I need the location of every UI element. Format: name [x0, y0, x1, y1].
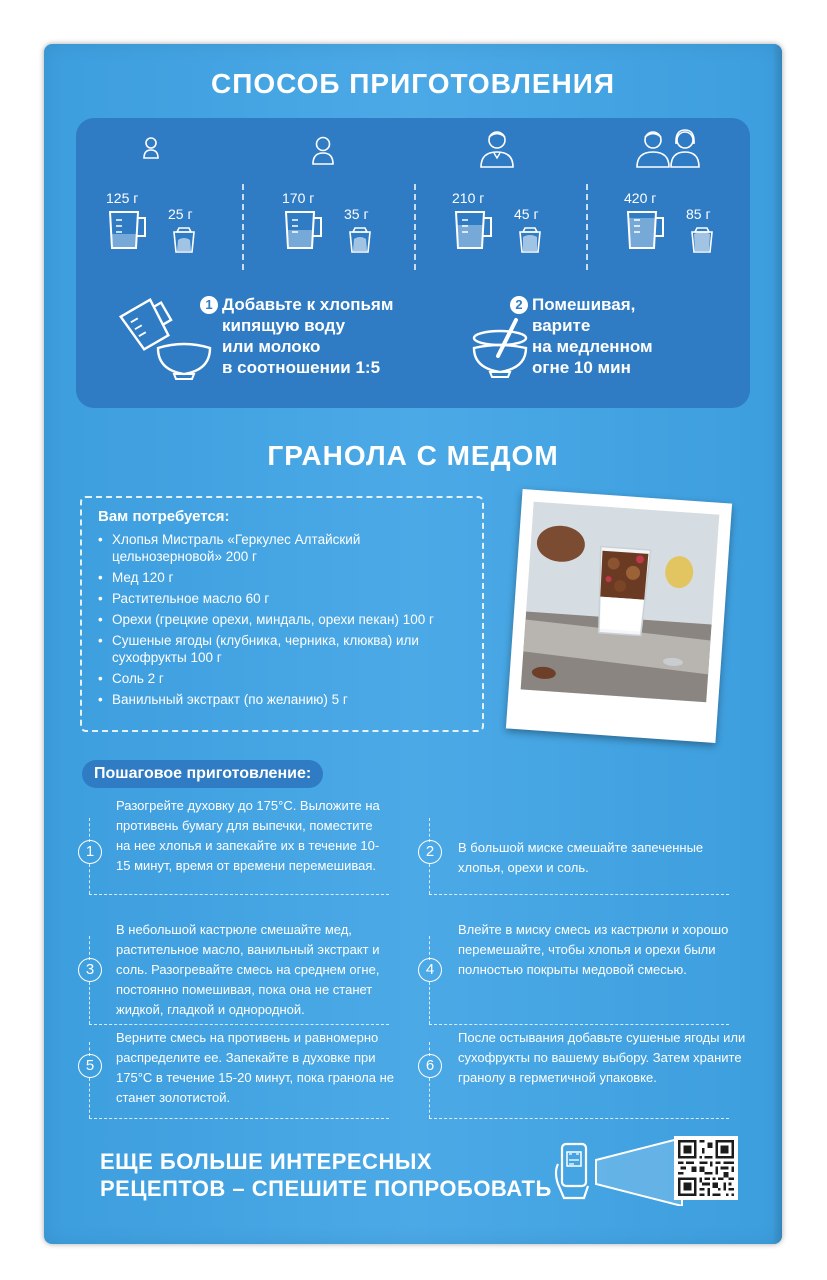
- step-text: В небольшой кастрюле смешайте мед, растительное масло, ванильный экстракт и соль. Разогревайте смесь на среднем огне, постоянно помешивая, пока она не станет жидкой, гладкой и однородной.: [116, 922, 380, 1017]
- step-text: В большой миске смешайте запеченные хлопья, орехи и соль.: [458, 840, 704, 875]
- step-divider: [429, 1078, 430, 1118]
- step-divider: [89, 894, 389, 895]
- measuring-cup-icon: [688, 224, 716, 259]
- portion-separator: [586, 184, 588, 270]
- step-divider: [89, 1078, 90, 1118]
- step-number: 1: [200, 296, 218, 314]
- ingredient-item: • Растительное масло 60 г: [98, 590, 466, 607]
- recipe-title: ГРАНОЛА С МЕДОМ: [267, 440, 559, 471]
- measuring-jug-icon: [452, 208, 496, 257]
- measuring-jug-icon: [282, 208, 326, 257]
- liquid-amount: 125 г: [106, 190, 139, 206]
- steps-title: Пошаговое приготовление:: [82, 760, 323, 788]
- step-divider: [89, 1024, 389, 1025]
- couple-icon: [594, 128, 744, 173]
- method-step-2: [510, 294, 653, 378]
- step-divider: [429, 864, 430, 894]
- step-line: варите: [532, 316, 591, 335]
- step-divider: [429, 818, 430, 842]
- step-number: 6: [418, 1054, 442, 1078]
- step-divider: [89, 1118, 389, 1119]
- flakes-amount: 85 г: [686, 206, 711, 222]
- step-line: в соотношении 1:5: [222, 358, 381, 377]
- step-divider: [429, 936, 430, 960]
- step-line: Добавьте к хлопьям: [222, 295, 394, 314]
- footer-line-1: ЕЩЕ БОЛЬШЕ ИНТЕРЕСНЫХ: [100, 1149, 433, 1174]
- package-back: [44, 44, 782, 1244]
- step-divider: [89, 818, 90, 842]
- step-line: или молоко: [222, 337, 321, 356]
- recipe-step-2: [418, 796, 728, 906]
- footer-call-to-action: [100, 1148, 552, 1202]
- flakes-amount: 45 г: [514, 206, 539, 222]
- portion-separator: [414, 184, 416, 270]
- ingredient-item: • Ванильный экстракт (по желанию) 5 г: [98, 691, 466, 708]
- flakes-amount: 35 г: [344, 206, 369, 222]
- flakes-amount: 25 г: [168, 206, 193, 222]
- ingredient-item: • Соль 2 г: [98, 670, 466, 687]
- ingredient-item: • Сушеные ягоды (клубника, черника, клюква) или сухофрукты 100 г: [98, 632, 466, 666]
- qr-code[interactable]: [674, 1136, 738, 1200]
- ingredients-list: [98, 531, 466, 708]
- step-text: Верните смесь на противень и равномерно распределите ее. Запекайте в духовке при 175°С в течение 15-20 минут, пока гранола не станет золотистой.: [116, 1030, 395, 1105]
- child-small-icon: [76, 134, 226, 165]
- ingredient-item: • Мед 120 г: [98, 569, 466, 586]
- step-number: 2: [510, 296, 528, 314]
- step-text: Влейте в миску смесь из кастрюли и хорошо перемешайте, чтобы хлопья и орехи были полностью покрыты медовой смесью.: [458, 922, 729, 977]
- method-box: [76, 118, 750, 408]
- step-number: 1: [78, 840, 102, 864]
- portion-4: [594, 118, 744, 278]
- step-line: огне 10 мин: [532, 358, 631, 377]
- step-text: Разогрейте духовку до 175°С. Выложите на противень бумагу для выпечки, поместите на нее хлопья и запекайте их в течение 10-15 минут, время от времени перемешивая.: [116, 798, 380, 873]
- step-number: 5: [78, 1054, 102, 1078]
- liquid-amount: 170 г: [282, 190, 315, 206]
- liquid-amount: 210 г: [452, 190, 485, 206]
- portion-separator: [242, 184, 244, 270]
- portion-2: [252, 118, 402, 278]
- measuring-jug-icon: [106, 208, 150, 257]
- step-divider: [89, 936, 90, 960]
- ingredient-item: • Орехи (грецкие орехи, миндаль, орехи пекан) 100 г: [98, 611, 466, 628]
- step-line: Помешивая,: [532, 295, 636, 314]
- ingredients-box: [80, 496, 484, 732]
- step-number: 3: [78, 958, 102, 982]
- measuring-jug-icon: [624, 208, 668, 257]
- portion-3: [422, 118, 572, 278]
- liquid-amount: 420 г: [624, 190, 657, 206]
- ingredients-title: Вам потребуется:: [98, 508, 230, 525]
- recipe-step-5: [78, 1028, 395, 1128]
- step-number: 2: [418, 840, 442, 864]
- footer-line-2: РЕЦЕПТОВ – СПЕШИТЕ ПОПРОБОВАТЬ: [100, 1176, 552, 1201]
- step-text: После остывания добавьте сушеные ягоды или сухофрукты по вашему выбору. Затем храните гранолу в герметичной упаковке.: [458, 1030, 746, 1085]
- adult-person-icon: [422, 128, 572, 173]
- recipe-step-3: [78, 914, 388, 1026]
- person-icon: [248, 134, 398, 171]
- step-divider: [89, 982, 90, 1024]
- recipe-step-4: [418, 914, 728, 1026]
- method-title: СПОСОБ ПРИГОТОВЛЕНИЯ: [210, 68, 616, 99]
- measuring-cup-icon: [516, 224, 544, 259]
- method-step-1: [200, 294, 393, 378]
- step-divider: [89, 864, 90, 894]
- step-line: кипящую воду: [222, 316, 346, 335]
- portion-1: [76, 118, 226, 278]
- granola-photo-frame: [506, 489, 732, 743]
- recipe-step-1: [78, 796, 388, 906]
- phone-hand-icon: [552, 1140, 598, 1207]
- step-divider: [429, 894, 729, 895]
- ingredient-item: • Хлопья Мистраль «Геркулес Алтайский цельнозерновой» 200 г: [98, 531, 466, 565]
- granola-photo: [521, 502, 720, 703]
- measuring-cup-icon: [170, 224, 198, 259]
- step-divider: [429, 1024, 729, 1025]
- measuring-cup-icon: [346, 224, 374, 259]
- step-line: на медленном: [532, 337, 653, 356]
- step-number: 4: [418, 958, 442, 982]
- step-divider: [429, 982, 430, 1024]
- recipe-step-6: [418, 1028, 746, 1128]
- step-divider: [429, 1118, 729, 1119]
